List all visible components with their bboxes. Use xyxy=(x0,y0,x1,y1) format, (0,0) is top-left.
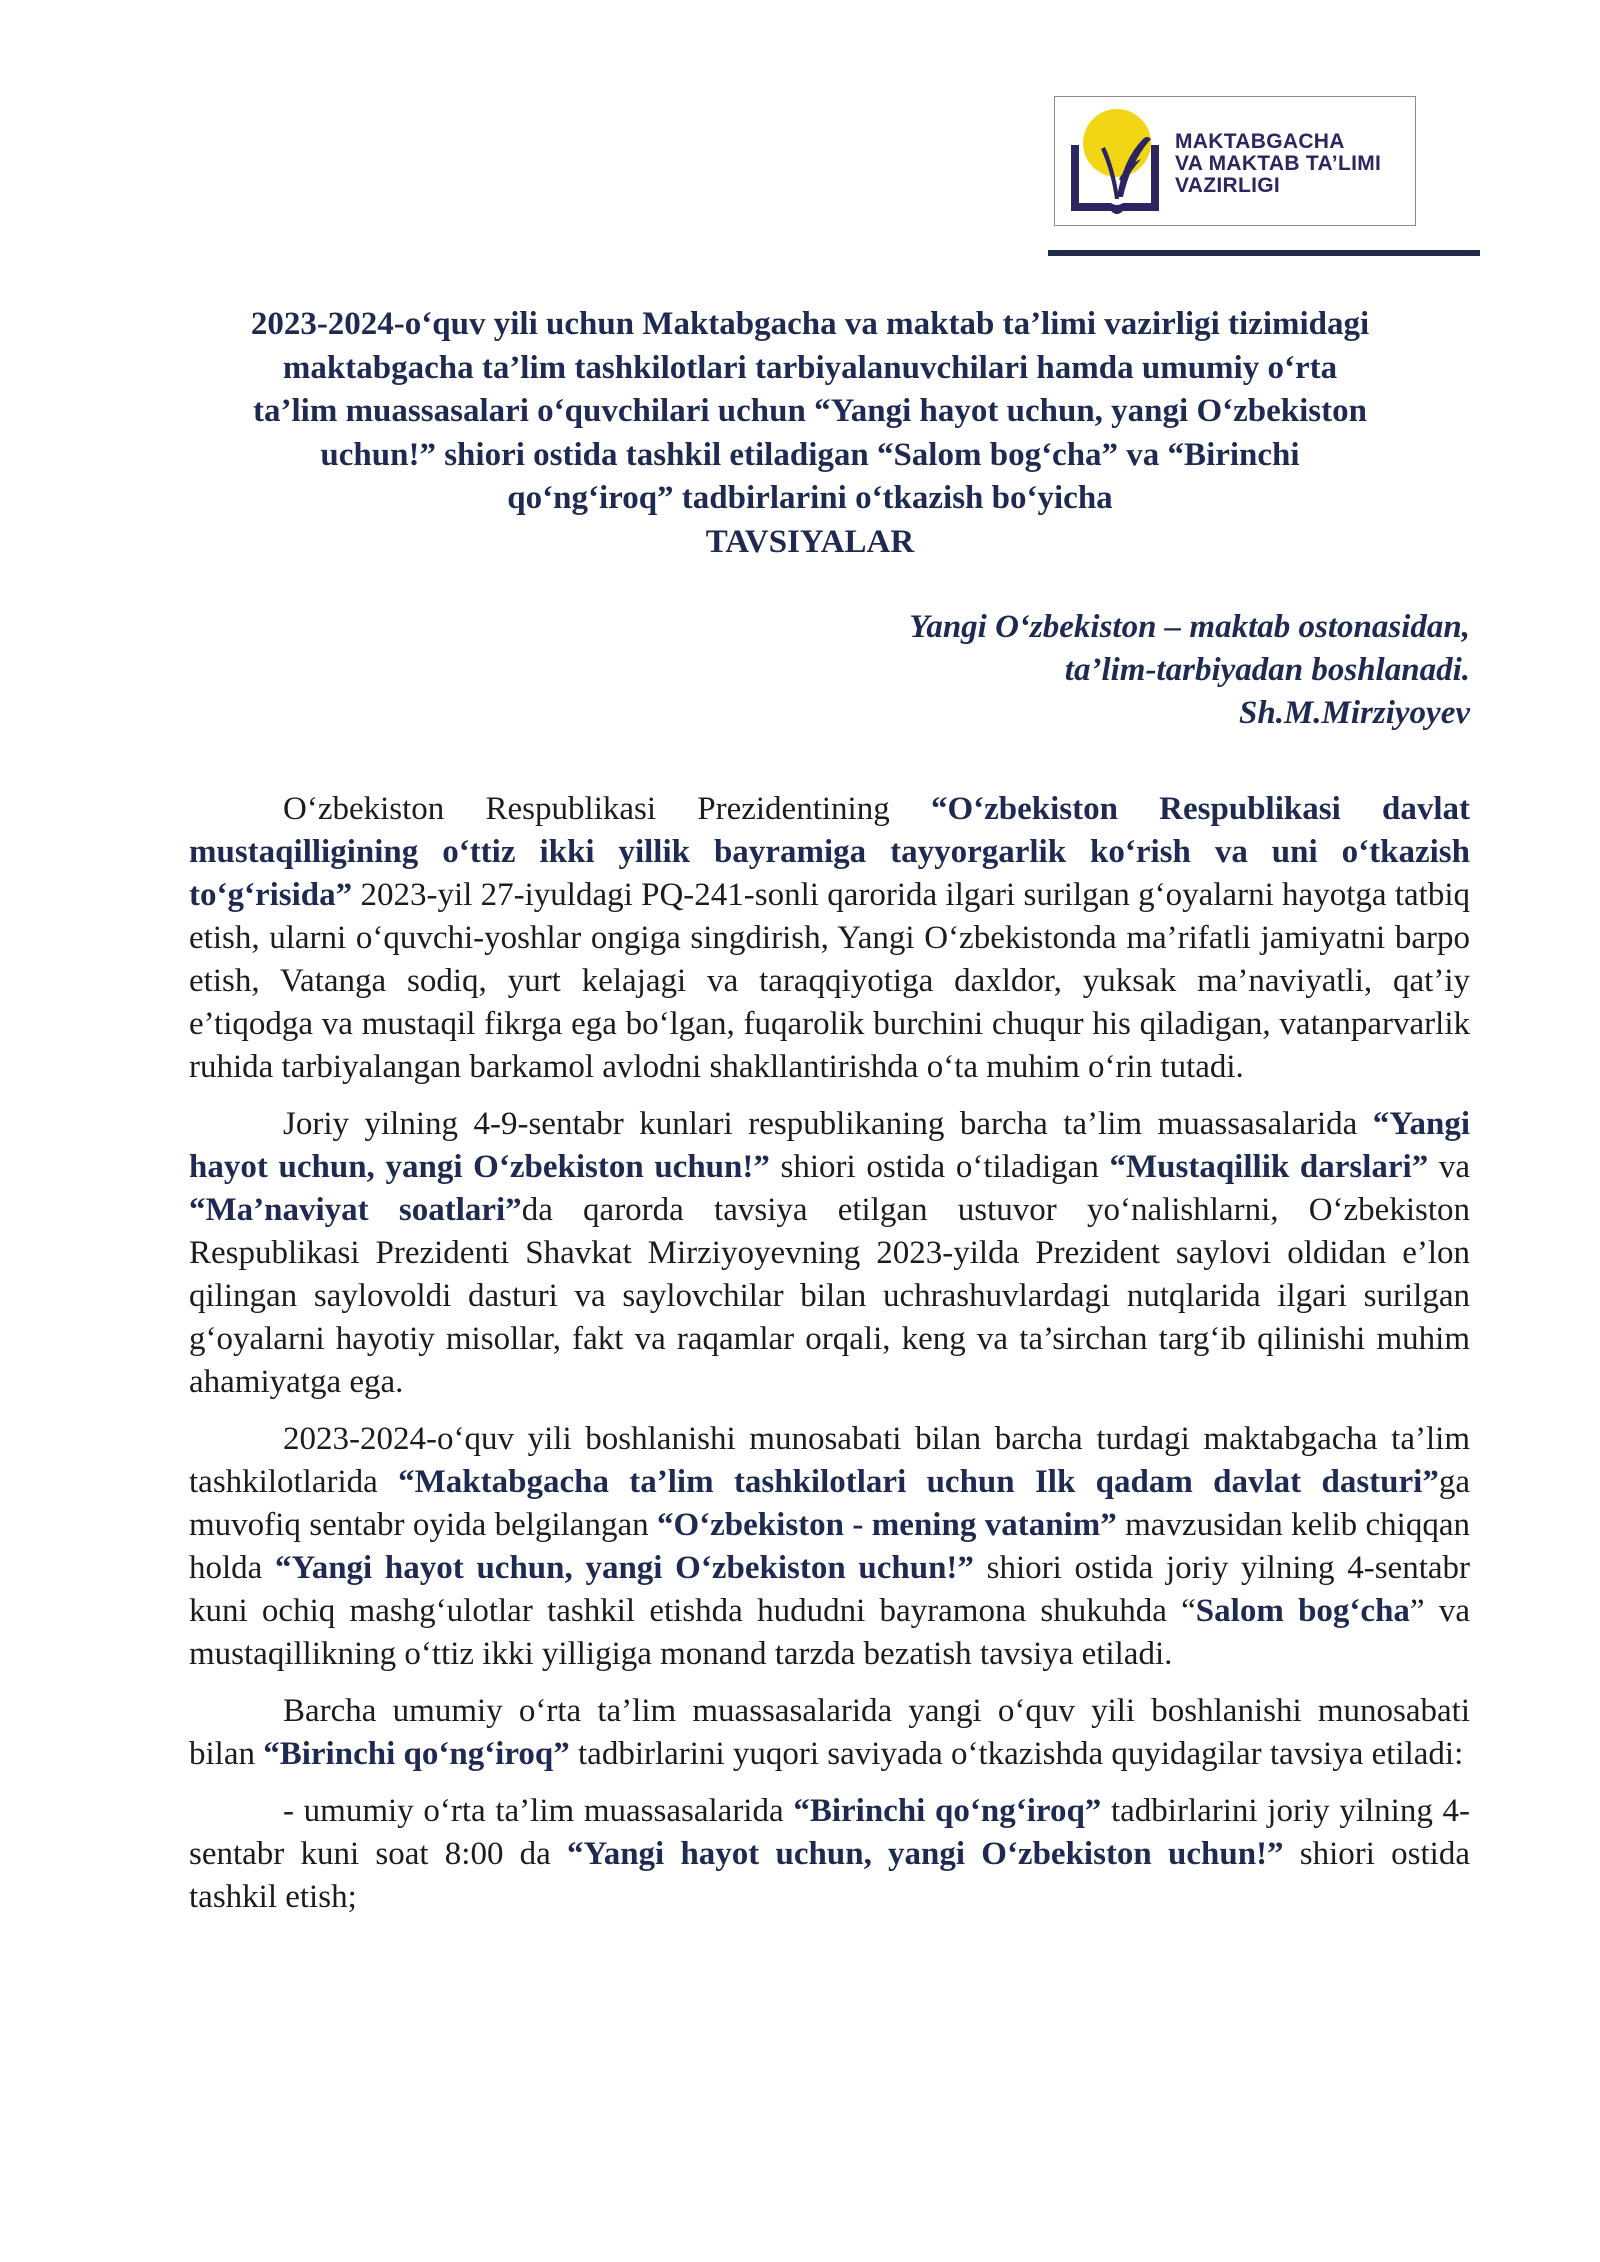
document-body xyxy=(189,788,1470,1933)
bold-text: “O‘zbekiston - mening vatanim” xyxy=(657,1507,1117,1543)
bold-text: “Yangi hayot uchun, yangi O‘zbekiston uchun!” xyxy=(189,1106,1470,1185)
text-segment: shiori ostida o‘tiladigan xyxy=(769,1149,1110,1185)
paragraph xyxy=(189,1103,1470,1404)
epigraph-line: Yangi O‘zbekiston – maktab ostonasidan, xyxy=(909,609,1470,645)
text-segment: tadbirlarini joriy yilning 4-sentabr kuni soat 8:00 da xyxy=(189,1793,1471,1872)
text-segment: shiori ostida joriy yilning 4-sentabr kuni ochiq mashg‘ulotlar tashkil etishda hududni bayramona shukuhda “ xyxy=(189,1550,1470,1629)
title-heading: TAVSIYALAR xyxy=(705,523,915,560)
text-segment: 2023-yil 27-iyuldagi PQ-241-sonli qarorida ilgari surilgan g‘oyalarni hayotga tatbiq etish, ularni o‘quvchi-yoshlar ongiga singdirish, Yangi O‘zbekistonda ma’rifatli jamiyatni barpo etish, Vatanga sodiq, yurt kelajagi va taraqqiyotiga daxldor, yuksak ma’naviyatli, qat’iy e’tiqodga va mustaqil fikrga ega bo‘lgan, fuqarolik burchini chuqur his qiladigan, vatanparvarlik ruhida tarbiyalangan barkamol avlodni shakllantirishda o‘ta muhim o‘rin tutadi. xyxy=(189,877,1470,1085)
paragraph xyxy=(189,1690,1470,1776)
title-line: qo‘ng‘iroq” tadbirlarini o‘tkazish bo‘yicha xyxy=(507,480,1113,516)
bold-text: “Maktabgacha ta’lim tashkilotlari uchun Ilk qadam davlat dasturi” xyxy=(398,1464,1439,1500)
bold-text: “Yangi hayot uchun, yangi O‘zbekiston uchun!” xyxy=(567,1836,1284,1872)
title-line: 2023-2024-o‘quv yili uchun Maktabgacha va maktab ta’limi vazirligi tizimidagi xyxy=(250,306,1370,342)
title-line: uchun!” shiori ostida tashkil etiladigan “Salom bog‘cha” va “Birinchi xyxy=(320,436,1300,473)
title-line: ta’lim muassasalari o‘quvchilari uchun “Yangi hayot uchun, yangi O‘zbekiston xyxy=(253,393,1367,429)
epigraph xyxy=(570,606,1470,735)
bold-text: “Yangi hayot uchun, yangi O‘zbekiston uchun!” xyxy=(275,1550,974,1586)
bold-text: “Ma’naviyat soatlari” xyxy=(189,1192,522,1228)
logo-line-2: VA MAKTAB TA’LIMI xyxy=(1175,152,1382,175)
paragraph xyxy=(189,788,1470,1089)
bold-text: “Birinchi qo‘ng‘iroq” xyxy=(793,1793,1102,1829)
logo-line-1: MAKTABGACHA xyxy=(1175,130,1345,153)
book-sun-logo-icon xyxy=(1057,99,1165,223)
text-segment: ga muvofiq sentabr oyida belgilangan xyxy=(189,1464,1470,1543)
ministry-logo xyxy=(1054,96,1416,226)
text-segment: ” va mustaqillikning o‘ttiz ikki yilligiga monand tarzda bezatish tavsiya etiladi. xyxy=(189,1593,1470,1672)
title-line: maktabgacha ta’lim tashkilotlari tarbiyalanuvchilari hamda umumiy o‘rta xyxy=(282,349,1338,386)
text-segment: O‘zbekiston Respublikasi Prezidentining xyxy=(283,791,931,827)
document-title xyxy=(160,303,1460,564)
paragraph xyxy=(189,1418,1470,1676)
text-segment: mavzusidan kelib chiqqan holda xyxy=(189,1507,1470,1586)
text-segment: shiori ostida tashkil etish; xyxy=(189,1836,1470,1915)
logo-text xyxy=(1175,131,1381,197)
bold-text: Salom bog‘cha xyxy=(1195,1593,1410,1629)
text-segment: Barcha umumiy o‘rta ta’lim muassasalarida yangi o‘quv yili boshlanishi munosabati bilan xyxy=(189,1693,1470,1772)
bold-text: “Birinchi qo‘ng‘iroq” xyxy=(263,1736,570,1772)
header-divider xyxy=(1048,250,1480,256)
text-segment: 2023-2024-o‘quv yili boshlanishi munosabati bilan barcha turdagi maktabgacha ta’lim tashkilotlarida xyxy=(189,1421,1470,1500)
text-segment: va xyxy=(1428,1149,1471,1185)
text-segment: - umumiy o‘rta ta’lim muassasalarida xyxy=(283,1793,794,1829)
text-segment: tadbirlarini yuqori saviyada o‘tkazishda quyidagilar tavsiya etiladi: xyxy=(569,1736,1464,1772)
bold-text: “O‘zbekiston Respublikasi davlat mustaqilligining o‘ttiz ikki yillik bayramiga tayyorgarlik ko‘rish va uni o‘tkazish to‘g‘risida” xyxy=(189,791,1470,913)
epigraph-line: ta’lim-tarbiyadan boshlanadi. xyxy=(1064,652,1470,688)
text-segment: Joriy yilning 4-9-sentabr kunlari respublikaning barcha ta’lim muassasalarida xyxy=(283,1106,1373,1142)
epigraph-author: Sh.M.Mirziyoyev xyxy=(1239,695,1470,731)
text-segment: da qarorda tavsiya etilgan ustuvor yo‘nalishlarni, O‘zbekiston Respublikasi Prezidenti Shavkat Mirziyoyevning 2023-yilda Prezident saylovi oldidan e’lon qilingan saylovoldi dasturi va saylovchilar bilan uchrashuvlardagi nutqlarida ilgari surilgan g‘oyalarni hayotiy misollar, fakt va raqamlar orqali, keng va ta’sirchan targ‘ib qilinishi muhim ahamiyatga ega. xyxy=(189,1192,1470,1400)
bold-text: “Mustaqillik darslari” xyxy=(1109,1149,1429,1185)
logo-line-3: VAZIRLIGI xyxy=(1175,174,1280,197)
paragraph xyxy=(189,1790,1470,1919)
